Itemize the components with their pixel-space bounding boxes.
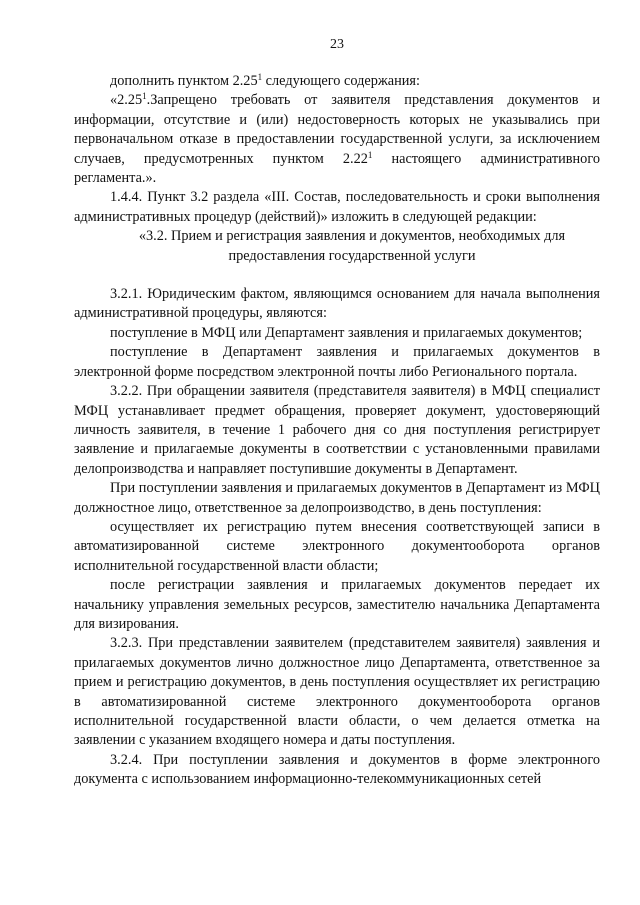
superscript: 1 [142, 91, 147, 102]
superscript: 1 [257, 72, 263, 82]
text-run: «2.25 [110, 92, 143, 109]
paragraph-registration: осуществляет их регистрацию путем внесения соответствующей записи в автоматизированной системе электронного документооборота органов исполнительной государственной власти области; [74, 518, 600, 574]
superscript: 1 [367, 149, 373, 160]
paragraph-3-2-1: 3.2.1. Юридическим фактом, являющимся основанием для начала выполнения административной процедуры, являются: [74, 286, 600, 322]
page-number: 23 [330, 37, 344, 52]
text-run: дополнить пунктом 2.25 [110, 73, 258, 89]
document-body [74, 72, 600, 790]
paragraph-2-25-1 [74, 91, 600, 188]
text-run: .Запрещено требовать от заявителя представления документов и информации, отсутствие и (или) недостоверность которых не указывались при первоначальном отказе в предоставлении государственной услуги, за исключением случаев, предусмотренных пунктом 2.22 [74, 92, 600, 167]
paragraph-mfc-receipt: поступление в МФЦ или Департамент заявления и прилагаемых документов; [110, 324, 583, 341]
paragraph-3-2-2: 3.2.2. При обращении заявителя (представителя заявителя) в МФЦ специалист МФЦ устанавливает предмет обращения, проверяет документ, удостоверяющий личность заявителя, в течение 1 рабочего дня со дня поступления регистрирует заявление и прилагаемые документы в соответствии с установленными правилами делопроизводства и направляет поступившие документы в Департамент. [74, 383, 600, 477]
paragraph-3-2-3: 3.2.3. При представлении заявителем (представителем заявителя) заявления и прилагаемых документов лично должностное лицо Департамента, ответственное за прием и регистрацию документов, в день поступления осуществляет их регистрацию в автоматизированной системе электронного документооборота органов исполнительной государственной власти области, о чем делается отметка на заявлении с указанием входящего номера и даты поступления. [74, 635, 600, 749]
paragraph-department-receipt: При поступлении заявления и прилагаемых документов в Департамент из МФЦ должностное лицо, ответственное за делопроизводство, в день поступления: [74, 480, 600, 516]
text-run: следующего содержания: [262, 73, 420, 89]
text-run: настоящего административного регламента.». [74, 150, 600, 187]
paragraph-electronic-receipt: поступление в Департамент заявления и прилагаемых документов в электронной форме посредством электронной почты либо Регионального портала. [74, 344, 600, 380]
paragraph-after-registration: после регистрации заявления и прилагаемых документов передает их начальнику управления земельных ресурсов, заместителю начальника Департамента для визирования. [74, 577, 600, 632]
section-heading-3-2: «3.2. Прием и регистрация заявления и документов, необходимых для предоставления государственной услуги [138, 228, 566, 264]
paragraph-amend-intro [74, 72, 600, 91]
paragraph-1-4-4: 1.4.4. Пункт 3.2 раздела «III. Состав, последовательность и сроки выполнения административных процедур (действий)» изложить в следующей редакции: [74, 189, 600, 225]
paragraph-3-2-4: 3.2.4. При поступлении заявления и документов в форме электронного документа с использованием информационно-телекоммуникационных сетей [74, 751, 600, 788]
